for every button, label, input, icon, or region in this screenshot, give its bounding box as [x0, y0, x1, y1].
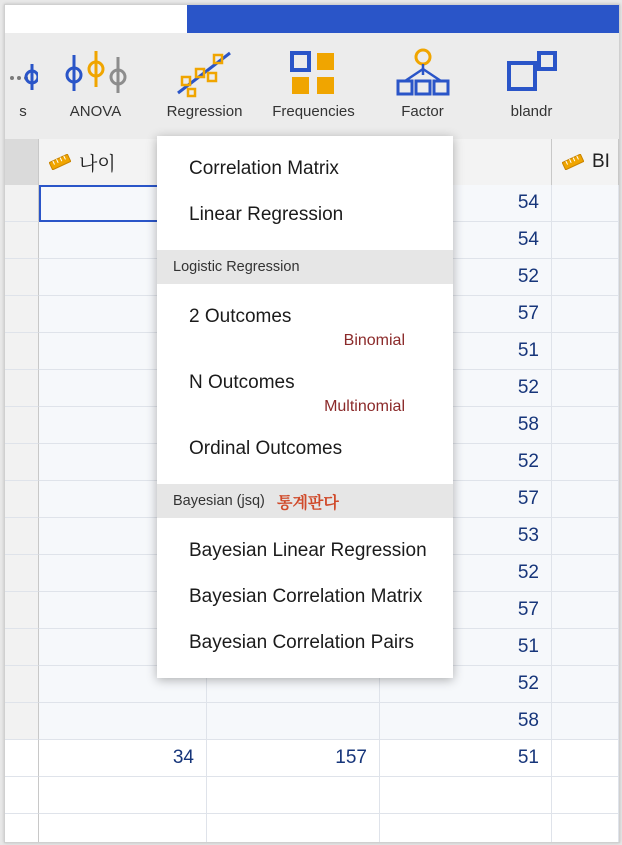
column-header-bmi[interactable]	[552, 139, 619, 185]
table-cell[interactable]	[552, 296, 619, 333]
title-bar-left	[5, 5, 187, 34]
ribbon-label: Factor	[401, 103, 444, 120]
row-number-cell[interactable]	[5, 296, 39, 333]
table-cell[interactable]	[552, 814, 619, 842]
regression-icon	[174, 45, 236, 101]
menu-top-padding	[157, 136, 453, 146]
table-cell[interactable]	[552, 629, 619, 666]
ribbon-item-anova[interactable]	[41, 33, 150, 139]
table-cell[interactable]	[39, 814, 207, 842]
table-cell[interactable]: 58	[380, 703, 552, 740]
table-cell[interactable]	[552, 222, 619, 259]
table-cell[interactable]	[552, 666, 619, 703]
table-row[interactable]	[5, 740, 619, 777]
jamovi-window	[4, 4, 620, 843]
table-cell[interactable]	[552, 703, 619, 740]
table-cell[interactable]	[552, 481, 619, 518]
row-number-cell[interactable]	[5, 740, 39, 777]
menu-item-linear-regression[interactable]: Linear Regression	[189, 204, 344, 225]
ribbon-item-factor[interactable]	[368, 33, 477, 139]
row-number-cell[interactable]	[5, 259, 39, 296]
table-cell[interactable]	[207, 703, 380, 740]
table-cell[interactable]	[39, 777, 207, 814]
table-cell[interactable]	[552, 555, 619, 592]
table-cell[interactable]: 52	[380, 444, 552, 481]
table-cell[interactable]: 52	[380, 555, 552, 592]
menu-gap	[157, 238, 453, 250]
ribbon-item-regression[interactable]	[150, 33, 259, 139]
table-cell[interactable]	[552, 259, 619, 296]
row-number-cell[interactable]	[5, 222, 39, 259]
table-cell[interactable]: 54	[380, 185, 552, 222]
factor-icon	[393, 45, 453, 101]
menu-bottom-padding	[157, 666, 453, 678]
menu-item-2-outcomes[interactable]: 2 Outcomes	[189, 306, 292, 327]
menu-gap	[157, 472, 453, 484]
watermark-text: 통계판다	[277, 495, 339, 512]
row-number-cell[interactable]	[5, 185, 39, 222]
ribbon-item-frequencies[interactable]	[259, 33, 368, 139]
menu-section-label: Bayesian (jsq)	[173, 493, 265, 509]
table-cell[interactable]	[552, 444, 619, 481]
ribbon-label: ANOVA	[69, 103, 122, 120]
table-cell[interactable]	[552, 370, 619, 407]
column-header-label: 나이	[79, 153, 116, 175]
ribbon-item-ttests[interactable]	[5, 33, 41, 139]
table-cell[interactable]	[552, 407, 619, 444]
table-cell[interactable]: 51	[380, 629, 552, 666]
row-number-cell[interactable]	[5, 444, 39, 481]
row-number-cell[interactable]	[5, 518, 39, 555]
ribbon-label: s	[19, 103, 27, 120]
table-cell[interactable]: 58	[380, 407, 552, 444]
ribbon-label: Regression	[166, 103, 243, 120]
table-cell[interactable]: 53	[380, 518, 552, 555]
blandr-icon	[503, 45, 561, 101]
menu-item-bayesian-linear-regression[interactable]: Bayesian Linear Regression	[189, 540, 427, 561]
menu-gap	[157, 518, 453, 528]
frequencies-icon	[286, 45, 342, 101]
ttest-icon	[8, 45, 38, 101]
row-number-cell[interactable]	[5, 777, 39, 814]
table-cell[interactable]: 54	[380, 222, 552, 259]
menu-item-bayesian-correlation-matrix[interactable]: Bayesian Correlation Matrix	[189, 586, 423, 607]
row-number-cell[interactable]	[5, 333, 39, 370]
menu-item-ordinal-outcomes[interactable]: Ordinal Outcomes	[189, 438, 343, 459]
row-number-cell[interactable]	[5, 407, 39, 444]
row-number-cell[interactable]	[5, 666, 39, 703]
table-cell[interactable]	[552, 185, 619, 222]
table-cell[interactable]: 57	[380, 296, 552, 333]
menu-subtitle-binomial: Binomial	[343, 332, 405, 349]
menu-item-bayesian-correlation-pairs[interactable]: Bayesian Correlation Pairs	[189, 632, 414, 653]
table-row[interactable]	[5, 777, 619, 814]
ruler-icon	[49, 154, 71, 170]
table-cell[interactable]	[552, 333, 619, 370]
regression-menu[interactable]	[157, 136, 453, 678]
menu-section-logistic-regression: Logistic Regression	[157, 250, 453, 284]
row-number-cell[interactable]	[5, 481, 39, 518]
anova-icon	[59, 45, 133, 101]
ribbon-label: blandr	[510, 103, 553, 120]
table-cell[interactable]	[39, 703, 207, 740]
table-cell[interactable]: 157	[207, 740, 380, 777]
table-cell[interactable]: 51	[380, 740, 552, 777]
title-bar	[5, 5, 619, 33]
row-number-cell[interactable]	[5, 814, 39, 842]
table-cell[interactable]	[207, 814, 380, 842]
menu-gap	[157, 284, 453, 294]
analysis-ribbon	[5, 33, 619, 140]
table-row[interactable]	[5, 814, 619, 842]
row-number-cell[interactable]	[5, 629, 39, 666]
table-cell[interactable]	[552, 592, 619, 629]
table-cell[interactable]: 52	[380, 370, 552, 407]
table-row[interactable]	[5, 703, 619, 740]
table-cell[interactable]	[207, 777, 380, 814]
menu-item-correlation-matrix[interactable]: Correlation Matrix	[189, 158, 339, 179]
table-cell[interactable]: 51	[380, 333, 552, 370]
menu-subtitle-multinomial: Multinomial	[324, 398, 405, 415]
ribbon-label: Frequencies	[272, 103, 355, 120]
table-cell[interactable]: 34	[39, 740, 207, 777]
table-cell[interactable]	[552, 777, 619, 814]
table-cell[interactable]	[552, 740, 619, 777]
table-cell[interactable]: 52	[380, 259, 552, 296]
corner-cell	[5, 139, 39, 185]
row-number-cell[interactable]	[5, 592, 39, 629]
table-cell[interactable]	[380, 777, 552, 814]
ribbon-item-blandr[interactable]	[477, 33, 586, 139]
table-cell[interactable]: 52	[380, 666, 552, 703]
row-number-cell[interactable]	[5, 370, 39, 407]
title-bar-accent	[187, 5, 619, 33]
table-cell[interactable]: 57	[380, 481, 552, 518]
row-number-cell[interactable]	[5, 703, 39, 740]
column-header-label: BI	[592, 151, 610, 172]
table-cell[interactable]: 57	[380, 592, 552, 629]
ruler-icon	[562, 154, 584, 170]
table-cell[interactable]	[380, 814, 552, 842]
menu-section-bayesian	[157, 484, 453, 518]
table-cell[interactable]	[552, 518, 619, 555]
menu-item-n-outcomes[interactable]: N Outcomes	[189, 372, 295, 393]
row-number-cell[interactable]	[5, 555, 39, 592]
